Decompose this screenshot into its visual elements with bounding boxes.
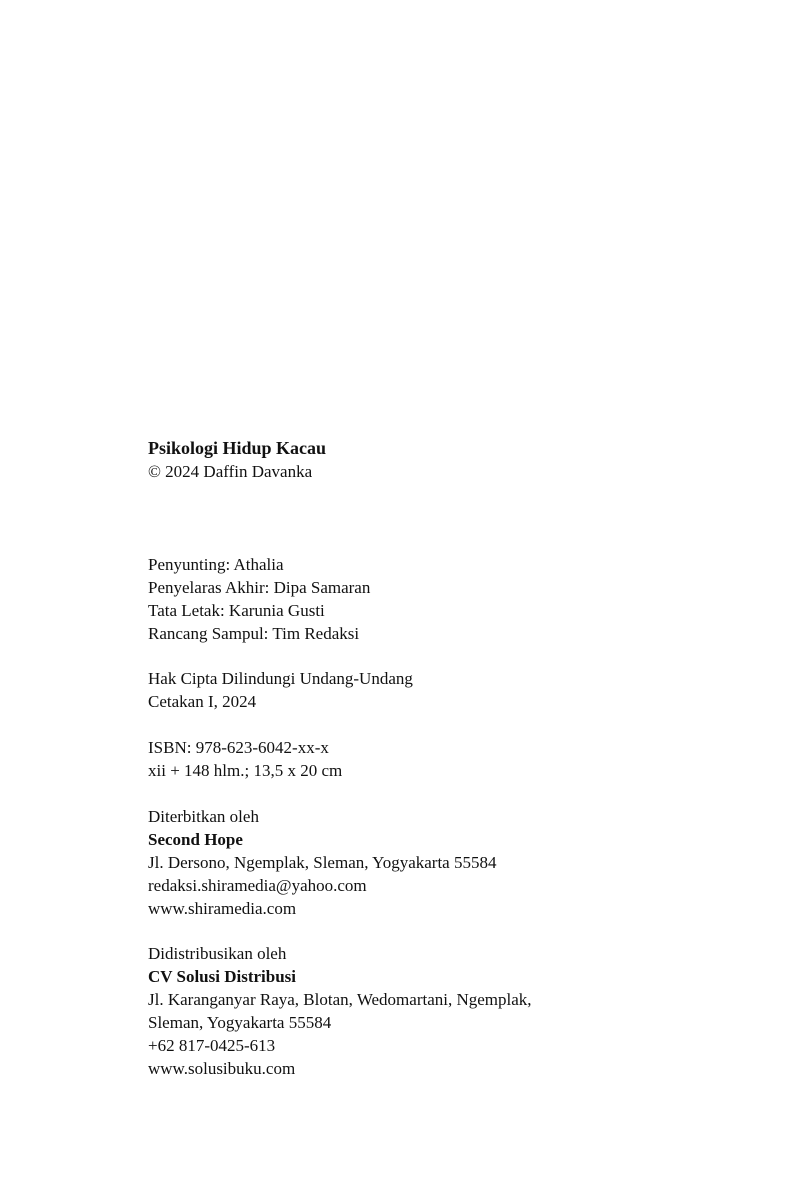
book-title: Psikologi Hidup Kacau	[148, 438, 327, 458]
distributor-address-line1: Jl. Karanganyar Raya, Blotan, Wedomartani, Ngemplak,	[148, 990, 532, 1009]
title-block	[148, 437, 708, 483]
editor-credit: Penyunting: Athalia	[148, 555, 284, 574]
layout-credit: Tata Letak: Karunia Gusti	[148, 601, 325, 620]
distributor-heading: Didistribusikan oleh	[148, 944, 287, 963]
publisher-address: Jl. Dersono, Ngemplak, Sleman, Yogyakarta 55584	[148, 853, 497, 872]
distributor-name: CV Solusi Distribusi	[148, 967, 297, 986]
copyright-notice: © 2024 Daffin Davanka	[148, 462, 313, 481]
proofreader-credit: Penyelaras Akhir: Dipa Samaran	[148, 578, 371, 597]
pages-size: xii + 148 hlm.; 13,5 x 20 cm	[148, 761, 343, 780]
specs-block	[148, 736, 708, 782]
publisher-name: Second Hope	[148, 830, 243, 849]
credits-block	[148, 553, 708, 645]
publisher-block	[148, 805, 708, 920]
distributor-phone: +62 817-0425-613	[148, 1036, 276, 1055]
publisher-website: www.shiramedia.com	[148, 899, 297, 918]
publisher-heading: Diterbitkan oleh	[148, 807, 259, 826]
distributor-block	[148, 942, 708, 1080]
edition-info: Cetakan I, 2024	[148, 692, 257, 711]
distributor-website: www.solusibuku.com	[148, 1059, 296, 1078]
isbn: ISBN: 978-623-6042-xx-x	[148, 738, 329, 757]
rights-block	[148, 667, 708, 713]
rights-notice: Hak Cipta Dilindungi Undang-Undang	[148, 669, 413, 688]
distributor-address-line2: Sleman, Yogyakarta 55584	[148, 1013, 332, 1032]
publisher-email: redaksi.shiramedia@yahoo.com	[148, 876, 367, 895]
cover-design-credit: Rancang Sampul: Tim Redaksi	[148, 624, 360, 643]
